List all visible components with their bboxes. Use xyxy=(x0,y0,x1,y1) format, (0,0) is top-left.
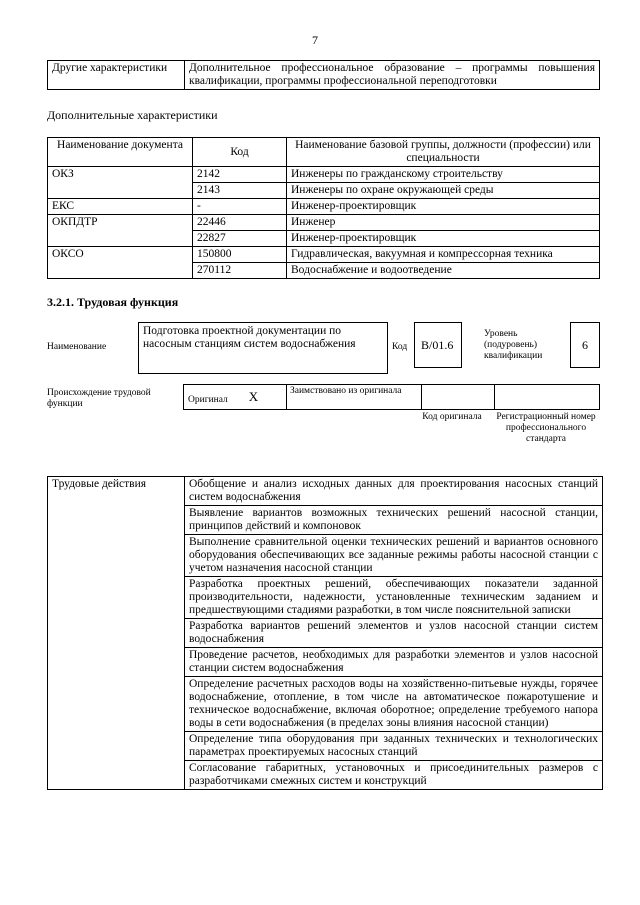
section-title: 3.2.1. Трудовая функция xyxy=(47,295,179,309)
name-label: Наименование xyxy=(47,342,107,352)
action-item: Согласование габаритных, установочных и присоединительных размеров с разработчиками смежных систем и конструкций xyxy=(185,761,603,790)
table-row xyxy=(48,215,600,231)
cell-name: Инженер-проектировщик xyxy=(287,199,600,215)
cell-name: Инженер-проектировщик xyxy=(287,231,600,247)
origin-table xyxy=(183,384,600,410)
cell-doc: ОКПДТР xyxy=(48,215,193,247)
labour-actions-table xyxy=(47,476,603,790)
cell-doc: ОКЗ xyxy=(48,167,193,199)
cell-name: Водоснабжение и водоотведение xyxy=(287,263,600,279)
action-item: Разработка вариантов решений элементов и узлов насосной станции систем водоснабжения xyxy=(185,619,603,648)
code-value-box: В/01.6 xyxy=(414,322,462,368)
cell-doc: ОКСО xyxy=(48,247,193,279)
code-original-caption: Код оригинала xyxy=(422,412,482,422)
cell-code: 22446 xyxy=(193,215,287,231)
table-row xyxy=(48,199,600,215)
table-row xyxy=(48,477,603,506)
header-code: Код xyxy=(193,138,287,167)
additional-heading: Дополнительные характеристики xyxy=(47,108,218,122)
action-item: Определение расчетных расходов воды на хозяйственно-питьевые нужды, горячее водоснабжение, отопление, в том числе на автоматическое пожаротушение и техническое водоснабжение, включая оборотное; определение требуемого напора воды в сети водоснабжения (в пределах зоны влияния насосной станции) xyxy=(185,677,603,732)
code-label: Код xyxy=(392,342,408,352)
origin-reg-cell xyxy=(495,385,600,410)
action-item: Определение типа оборудования при заданных технических и технологических параметрах проектируемых насосных станций xyxy=(185,732,603,761)
origin-code-cell xyxy=(422,385,495,410)
additional-characteristics-table xyxy=(47,137,600,279)
table-header-row xyxy=(48,138,600,167)
table-row xyxy=(48,247,600,263)
header-group-name: Наименование базовой группы, должности (профессии) или специальности xyxy=(287,138,600,167)
action-item: Обобщение и анализ исходных данных для проектирования насосных станций систем водоснабжения xyxy=(185,477,603,506)
page-number: 7 xyxy=(312,33,318,47)
header-doc-name: Наименование документа xyxy=(48,138,193,167)
action-item: Выполнение сравнительной оценки технических решений и вариантов основного оборудования обеспечивающих все заданные режимы работы насосной станции с учетом назначения насосной станции xyxy=(185,535,603,577)
cell-name: Гидравлическая, вакуумная и компрессорная техника xyxy=(287,247,600,263)
borrowed-label: Заимствовано из оригинала xyxy=(287,385,422,410)
name-value-box: Подготовка проектной документации по насосным станциям систем водоснабжения xyxy=(138,322,388,374)
cell-name: Инженеры по охране окружающей среды xyxy=(287,183,600,199)
action-item: Разработка проектных решений, обеспечивающих показатели заданной производительности, надежности, установленные техническим заданием и предшествующими стадиями разработки, в том числе пояснительной записки xyxy=(185,577,603,619)
reg-number-caption: Регистрационный номер профессионального стандарта xyxy=(496,412,596,444)
cell-code: 22827 xyxy=(193,231,287,247)
action-item: Выявление вариантов возможных технических решений насосной станции, принципов действий и компоновок xyxy=(185,506,603,535)
cell-doc: ЕКС xyxy=(48,199,193,215)
origin-label: Происхождение трудовой функции xyxy=(47,388,151,409)
origin-original-cell xyxy=(184,385,287,410)
other-characteristics-label: Другие характеристики xyxy=(48,61,185,90)
other-characteristics-value: Дополнительное профессиональное образование – программы повышения квалификации, программы профессиональной переподготовки xyxy=(185,61,600,90)
level-value-box: 6 xyxy=(570,322,600,368)
cell-code: 2143 xyxy=(193,183,287,199)
action-item: Проведение расчетов, необходимых для разработки элементов и узлов насосной станции систем водоснабжения xyxy=(185,648,603,677)
cell-code: 270112 xyxy=(193,263,287,279)
cell-code: - xyxy=(193,199,287,215)
cell-code: 2142 xyxy=(193,167,287,183)
original-label: Оригинал xyxy=(188,395,228,405)
cell-name: Инженер xyxy=(287,215,600,231)
other-characteristics-table xyxy=(47,60,600,90)
labour-actions-label: Трудовые действия xyxy=(48,477,185,790)
cell-name: Инженеры по гражданскому строительству xyxy=(287,167,600,183)
cell-code: 150800 xyxy=(193,247,287,263)
original-mark: X xyxy=(248,389,259,404)
level-label: Уровень (подуровень) квалификации xyxy=(484,329,543,361)
table-row xyxy=(48,167,600,183)
